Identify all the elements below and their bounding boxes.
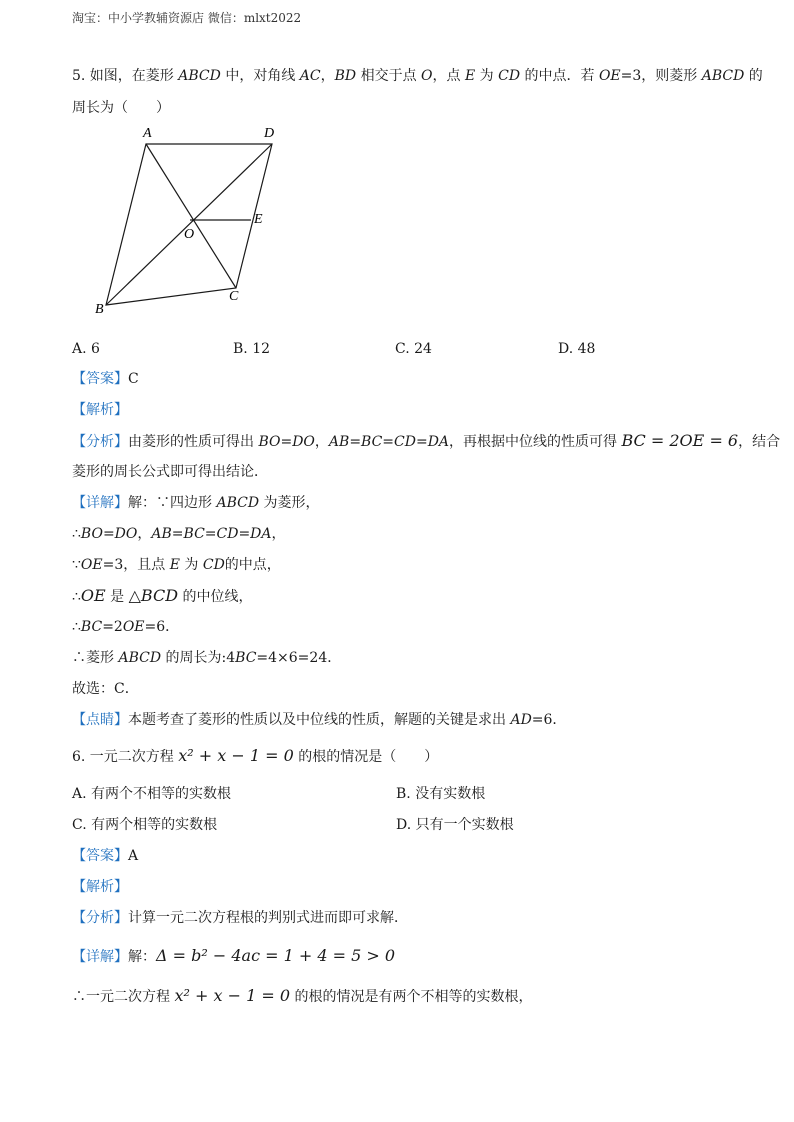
q6-stem: 6. 一元二次方程 x² + x − 1 = 0 的根的情况是（ ） — [72, 746, 439, 765]
q5-answer: 【答案】C — [72, 371, 139, 387]
rhombus-figure — [88, 122, 288, 318]
q5-detail-line6: ∴菱形 ABCD 的周长为:4BC=4×6=24． — [72, 650, 342, 666]
q6-analysis-heading: 【解析】 — [72, 879, 128, 895]
q6-option-c[interactable]: C. 有两个相等的实数根 — [72, 817, 218, 833]
q5-option-b[interactable]: B. 12 — [233, 341, 271, 357]
diagonal-ac — [146, 144, 236, 288]
q6-option-b[interactable]: B. 没有实数根 — [396, 786, 486, 802]
q6-option-a[interactable]: A. 有两个不相等的实数根 — [72, 786, 232, 802]
q5-option-a[interactable]: A. 6 — [72, 341, 100, 357]
q5-option-d[interactable]: D. 48 — [558, 341, 596, 357]
q5-detail-line5: ∴BC=2OE=6． — [72, 619, 180, 635]
q6-conclusion: ∴一元二次方程 x² + x − 1 = 0 的根的情况是有两个不相等的实数根， — [72, 986, 533, 1005]
q6-answer: 【答案】A — [72, 848, 139, 864]
q5-detail-line1: 【详解】解：∵四边形 ABCD 为菱形， — [72, 495, 320, 511]
q5-stem-line2: 周长为（ ） — [72, 100, 170, 116]
diagonal-bd — [106, 144, 272, 305]
label-e: E — [254, 212, 263, 227]
label-a: A — [143, 126, 152, 141]
label-o: O — [184, 227, 195, 242]
q5-detail-line7: 故选：C． — [72, 681, 139, 697]
label-b: B — [95, 302, 104, 317]
label-d: D — [264, 126, 275, 141]
q5-fenxi-line2: 菱形的周长公式即可得出结论． — [72, 464, 268, 480]
label-c: C — [229, 289, 239, 304]
q5-detail-line3: ∵OE=3，且点 E 为 CD的中点， — [72, 557, 281, 573]
q6-detail: 【详解】解：Δ = b² − 4ac = 1 + 4 = 5 > 0 — [72, 946, 396, 965]
q5-option-c[interactable]: C. 24 — [395, 341, 432, 357]
q5-fenxi-line1: 【分析】由菱形的性质可得出 BO=DO，AB=BC=CD=DA，再根据中位线的性质可得 BC = 2OE = 6，结合 — [72, 431, 781, 450]
header-watermark: 淘宝：中小学教辅资源店 微信：mlxt2022 — [72, 11, 302, 25]
q5-detail-line4: ∴OE 是 △BCD 的中位线， — [72, 586, 253, 605]
q5-analysis-heading: 【解析】 — [72, 402, 128, 418]
q6-option-d[interactable]: D. 只有一个实数根 — [396, 817, 514, 833]
q5-stem-line1: 5. 如图，在菱形 ABCD 中，对角线 AC，BD 相交于点 O，点 E 为 CD 的中点．若 OE=3，则菱形 ABCD 的 — [72, 68, 763, 84]
q6-fenxi: 【分析】计算一元二次方程根的判别式进而即可求解． — [72, 910, 408, 926]
q5-detail-line2: ∴BO=DO，AB=BC=CD=DA， — [72, 526, 286, 542]
q5-comment: 【点睛】本题考查了菱形的性质以及中位线的性质，解题的关键是求出 AD=6． — [72, 712, 567, 728]
